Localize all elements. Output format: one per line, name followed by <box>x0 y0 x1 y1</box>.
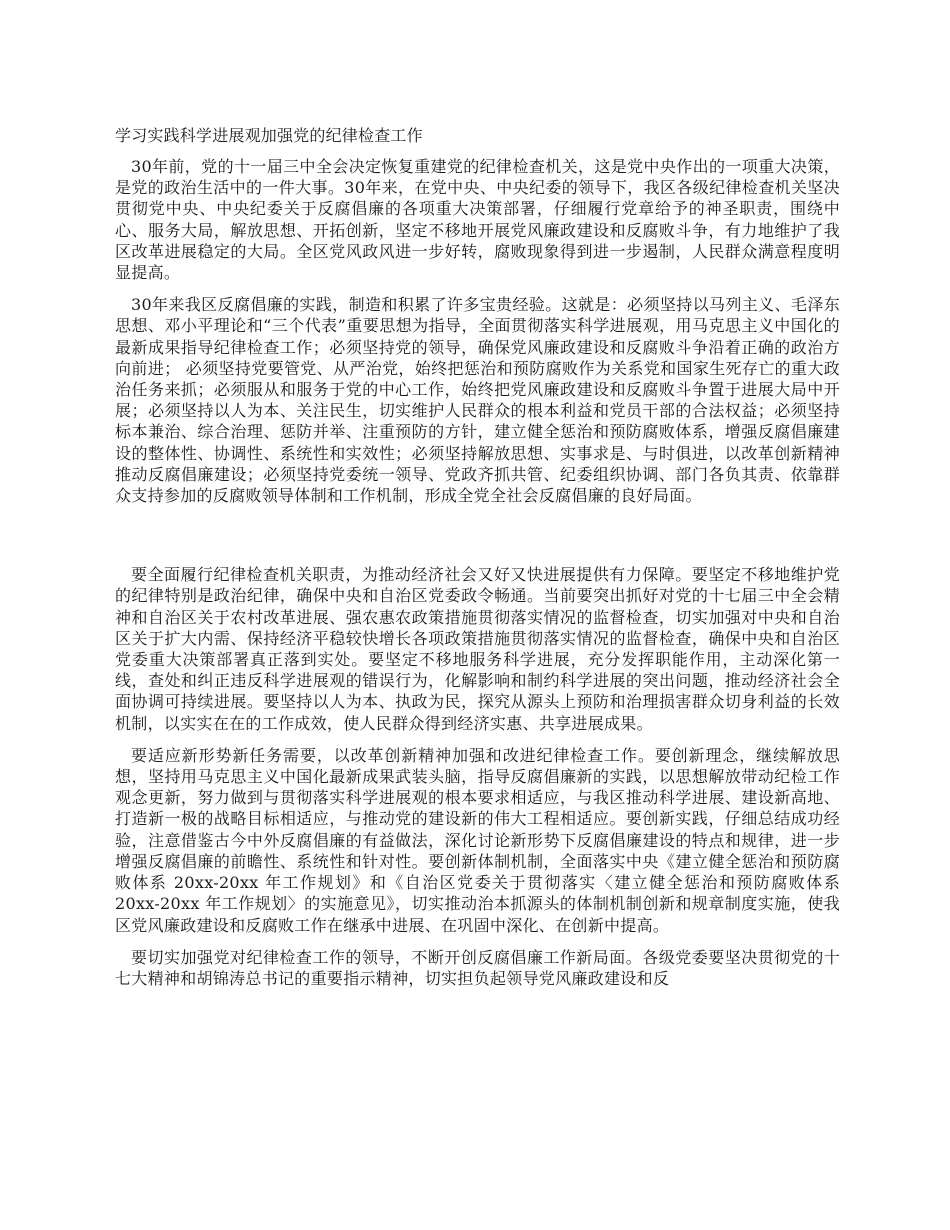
section-spacer <box>115 517 840 564</box>
paragraph-4: 要适应新形势新任务需要，以改革创新精神加强和改进纪律检查工作。要创新理念，继续解放思想，坚持用马克思主义中国化最新成果武装头脑，指导反腐倡廉新的实践，以思想解放带动纪检工作观念更新，努力做到与贯彻落实科学进展观的根本要求相适应，与我区推动科学进展、建设新高地、打造新一极的战略目标相适应，与推动党的建设新的伟大工程相适应。要创新实践，仔细总结成功经验，注意借鉴古今中外反腐倡廉的有益做法，深化讨论新形势下反腐倡廉建设的特点和规律，进一步增强反腐倡廉的前瞻性、系统性和针对性。要创新体制机制，全面落实中央《建立健全惩治和预防腐败体系 20xx-20xx 年工作规划》和《自治区党委关于贯彻落实〈建立健全惩治和预防腐败体系 20xx-20xx 年工作规划〉的实施意见》，切实推动治本抓源头的体制机制创新和规章制度实施，使我区党风廉政建设和反腐败工作在继承中进展、在巩固中深化、在创新中提高。 <box>115 745 840 935</box>
paragraph-2: 30年来我区反腐倡廉的实践，制造和积累了许多宝贵经验。这就是：必须坚持以马列主义、毛泽东思想、邓小平理论和“三个代表”重要思想为指导，全面贯彻落实科学进展观，用马克思主义中国化的最新成果指导纪律检查工作；必须坚持党的领导，确保党风廉政建设和反腐败斗争沿着正确的政治方向前进； 必须坚持党要管党、从严治党，始终把惩治和预防腐败作为关系党和国家生死存亡的重大政治任务来抓；必须服从和服务于党的中心工作，始终把党风廉政建设和反腐败斗争置于进展大局中开展；必须坚持以人为本、关注民生，切实维护人民群众的根本利益和党员干部的合法权益；必须坚持标本兼治、综合治理、惩防并举、注重预防的方针，建立健全惩治和预防腐败体系，增强反腐倡廉建设的整体性、协调性、系统性和实效性；必须坚持解放思想、实事求是、与时俱进，以改革创新精神推动反腐倡廉建设；必须坚持党委统一领导、党政齐抓共管、纪委组织协调、部门各负其责、依靠群众支持参加的反腐败领导体制和工作机制，形成全党全社会反腐倡廉的良好局面。 <box>115 295 840 506</box>
paragraph-3: 要全面履行纪律检查机关职责，为推动经济社会又好又快进展提供有力保障。要坚定不移地维护党的纪律特别是政治纪律，确保中央和自治区党委政令畅通。当前要突出抓好对党的十七届三中全会精神和自治区关于农村改革进展、强农惠农政策措施贯彻落实情况的监督检查，切实加强对中央和自治区关于扩大内需、保持经济平稳较快增长各项政策措施贯彻落实情况的监督检查，确保中央和自治区党委重大决策部署真正落到实处。要坚定不移地服务科学进展，充分发挥职能作用，主动深化第一线，查处和纠正违反科学进展观的错误行为，化解影响和制约科学进展的突出问题，推动经济社会全面协调可持续进展。要坚持以人为本、执政为民，探究从源头上预防和治理损害群众切身利益的长效机制，以实实在在的工作成效，使人民群众得到经济实惠、共享进展成果。 <box>115 565 840 733</box>
document-title: 学习实践科学进展观加强党的纪律检查工作 <box>115 126 423 145</box>
document-page <box>115 126 840 1000</box>
paragraph-1: 30年前，党的十一届三中全会决定恢复重建党的纪律检查机关，这是党中央作出的一项重大决策，是党的政治生活中的一件大事。30年来，在党中央、中央纪委的领导下，我区各级纪律检查机关坚决贯彻党中央、中央纪委关于反腐倡廉的各项重大决策部署，仔细履行党章给予的神圣职责，围绕中心、服务大局，解放思想、开拓创新，坚定不移地开展党风廉政建设和反腐败斗争，有力地维护了我区改革进展稳定的大局。全区党风政风进一步好转，腐败现象得到进一步遏制，人民群众满意程度明显提高。 <box>115 157 840 283</box>
paragraph-5: 要切实加强党对纪律检查工作的领导，不断开创反腐倡廉工作新局面。各级党委要坚决贯彻党的十七大精神和胡锦涛总书记的重要指示精神，切实担负起领导党风廉政建设和反 <box>115 947 840 988</box>
